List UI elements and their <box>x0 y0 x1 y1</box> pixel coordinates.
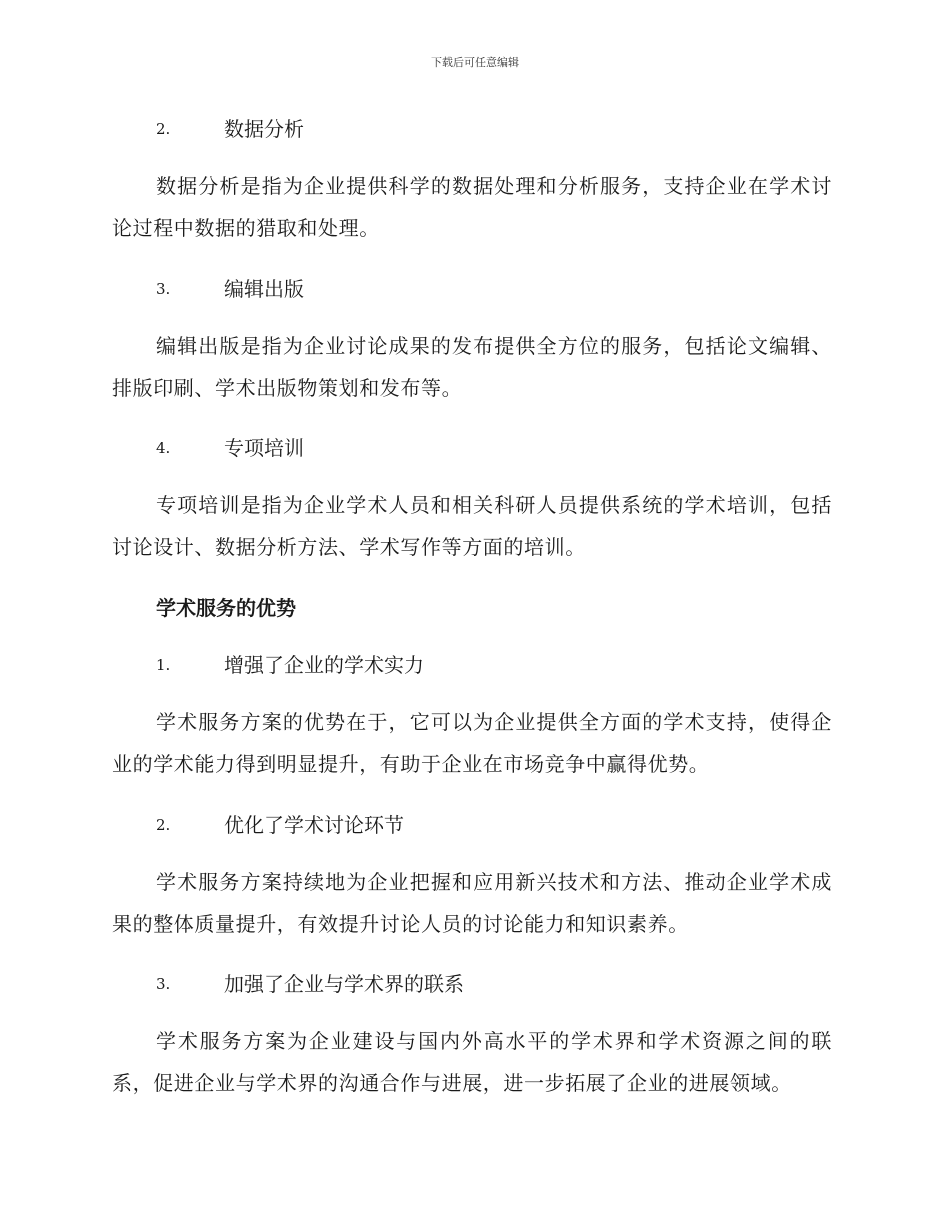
list-item-editing-publishing <box>112 276 832 302</box>
list-title: 加强了企业与学术界的联系 <box>224 972 464 996</box>
list-number: 3. <box>156 975 171 993</box>
paragraph-academic-ties <box>112 1020 832 1104</box>
page-header: 下载后可任意编辑 <box>431 56 519 69</box>
paragraph-text: 学术服务方案为企业建设与国内外高水平的学术界和学术资源之间的联系，促进企业与学术界的沟通合作与进展，进一步拓展了企业的进展领域。 <box>112 1029 832 1095</box>
paragraph-academic-strength <box>112 701 832 785</box>
paragraph-text: 专项培训是指为企业学术人员和相关科研人员提供系统的学术培训，包括讨论设计、数据分析方法、学术写作等方面的培训。 <box>112 493 832 559</box>
list-title: 增强了企业的学术实力 <box>224 653 424 677</box>
section-heading-advantages: 学术服务的优势 <box>156 596 296 620</box>
list-item-data-analysis <box>112 116 832 142</box>
list-title: 专项培训 <box>224 436 304 460</box>
list-title: 优化了学术讨论环节 <box>224 813 404 837</box>
list-title: 编辑出版 <box>224 277 304 301</box>
list-number: 1. <box>156 656 171 674</box>
paragraph-optimize-discussion <box>112 861 832 945</box>
paragraph-special-training <box>112 484 832 568</box>
paragraph-data-analysis <box>112 165 832 249</box>
paragraph-text: 数据分析是指为企业提供科学的数据处理和分析服务，支持企业在学术讨论过程中数据的猎取和处理。 <box>112 174 832 240</box>
list-item-optimize-discussion <box>112 812 832 838</box>
list-item-academic-ties <box>112 971 832 997</box>
list-item-special-training <box>112 435 832 461</box>
list-number: 2. <box>156 816 171 834</box>
paragraph-text: 学术服务方案的优势在于，它可以为企业提供全方面的学术支持，使得企业的学术能力得到明显提升，有助于企业在市场竞争中赢得优势。 <box>112 710 832 776</box>
list-title: 数据分析 <box>224 117 304 141</box>
list-number: 3. <box>156 280 171 298</box>
paragraph-text: 编辑出版是指为企业讨论成果的发布提供全方位的服务，包括论文编辑、排版印刷、学术出版物策划和发布等。 <box>112 334 832 400</box>
list-number: 2. <box>156 120 171 138</box>
list-number: 4. <box>156 439 171 457</box>
paragraph-text: 学术服务方案持续地为企业把握和应用新兴技术和方法、推动企业学术成果的整体质量提升，有效提升讨论人员的讨论能力和知识素养。 <box>112 870 832 936</box>
paragraph-editing-publishing <box>112 325 832 409</box>
list-item-academic-strength <box>112 652 832 678</box>
